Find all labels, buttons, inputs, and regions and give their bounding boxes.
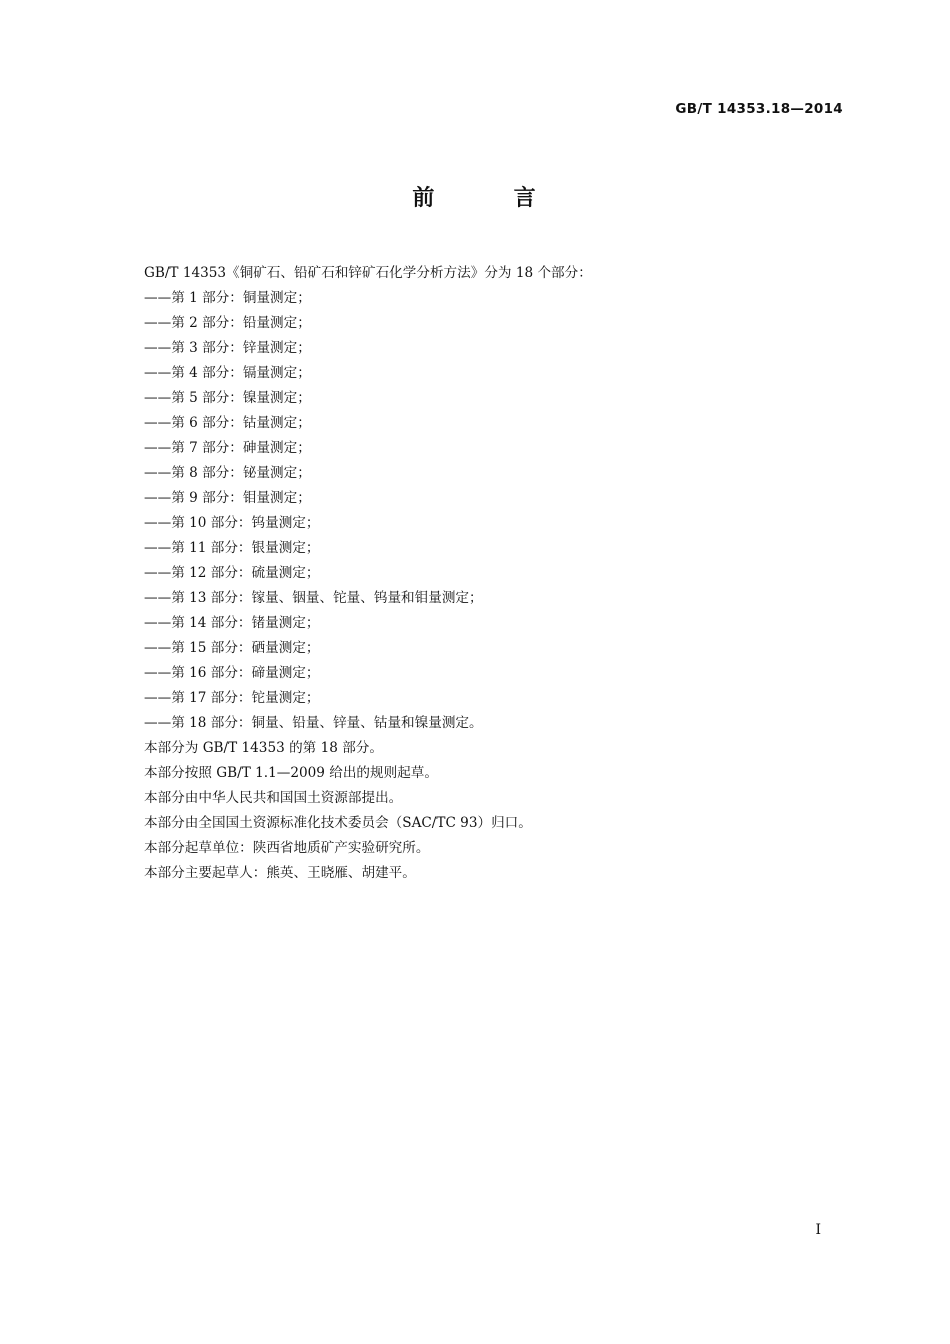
part-item-18: ——第 18 部分：铜量、铅量、锌量、钴量和镍量测定。 <box>144 715 483 731</box>
statement-part-number: 本部分为 GB/T 14353 的第 18 部分。 <box>144 740 383 756</box>
page-number: I <box>815 1222 821 1238</box>
part-item-5: ——第 5 部分：镍量测定； <box>144 390 311 406</box>
part-item-17: ——第 17 部分：铊量测定； <box>144 690 320 706</box>
part-item-14: ——第 14 部分：锗量测定； <box>144 615 320 631</box>
foreword-body <box>144 261 824 886</box>
part-item-2: ——第 2 部分：铅量测定； <box>144 315 311 331</box>
part-item-9: ——第 9 部分：钼量测定； <box>144 490 311 506</box>
part-item-11: ——第 11 部分：银量测定； <box>144 540 320 556</box>
page-title: 前 言 <box>412 186 538 211</box>
part-item-16: ——第 16 部分：碲量测定； <box>144 665 320 681</box>
part-item-4: ——第 4 部分：镉量测定； <box>144 365 311 381</box>
part-item-7: ——第 7 部分：砷量测定； <box>144 440 311 456</box>
part-item-3: ——第 3 部分：锌量测定； <box>144 340 311 356</box>
statement-committee: 本部分由全国国土资源标准化技术委员会（SAC/TC 93）归口。 <box>144 815 532 831</box>
intro-line: GB/T 14353《铜矿石、铅矿石和锌矿石化学分析方法》分为 18 个部分： <box>144 265 592 281</box>
standard-number: GB/T 14353.18—2014 <box>675 101 843 117</box>
part-item-6: ——第 6 部分：钴量测定； <box>144 415 311 431</box>
part-item-12: ——第 12 部分：硫量测定； <box>144 565 320 581</box>
part-item-13: ——第 13 部分：镓量、铟量、铊量、钨量和钼量测定； <box>144 590 483 606</box>
statement-drafters: 本部分主要起草人：熊英、王晓雁、胡建平。 <box>144 865 416 881</box>
statement-proposer: 本部分由中华人民共和国国土资源部提出。 <box>144 790 403 806</box>
statement-drafting-rules: 本部分按照 GB/T 1.1—2009 给出的规则起草。 <box>144 765 438 781</box>
part-item-1: ——第 1 部分：铜量测定； <box>144 290 311 306</box>
part-item-15: ——第 15 部分：硒量测定； <box>144 640 320 656</box>
part-item-8: ——第 8 部分：铋量测定； <box>144 465 311 481</box>
part-item-10: ——第 10 部分：钨量测定； <box>144 515 320 531</box>
statement-drafting-unit: 本部分起草单位：陕西省地质矿产实验研究所。 <box>144 840 430 856</box>
